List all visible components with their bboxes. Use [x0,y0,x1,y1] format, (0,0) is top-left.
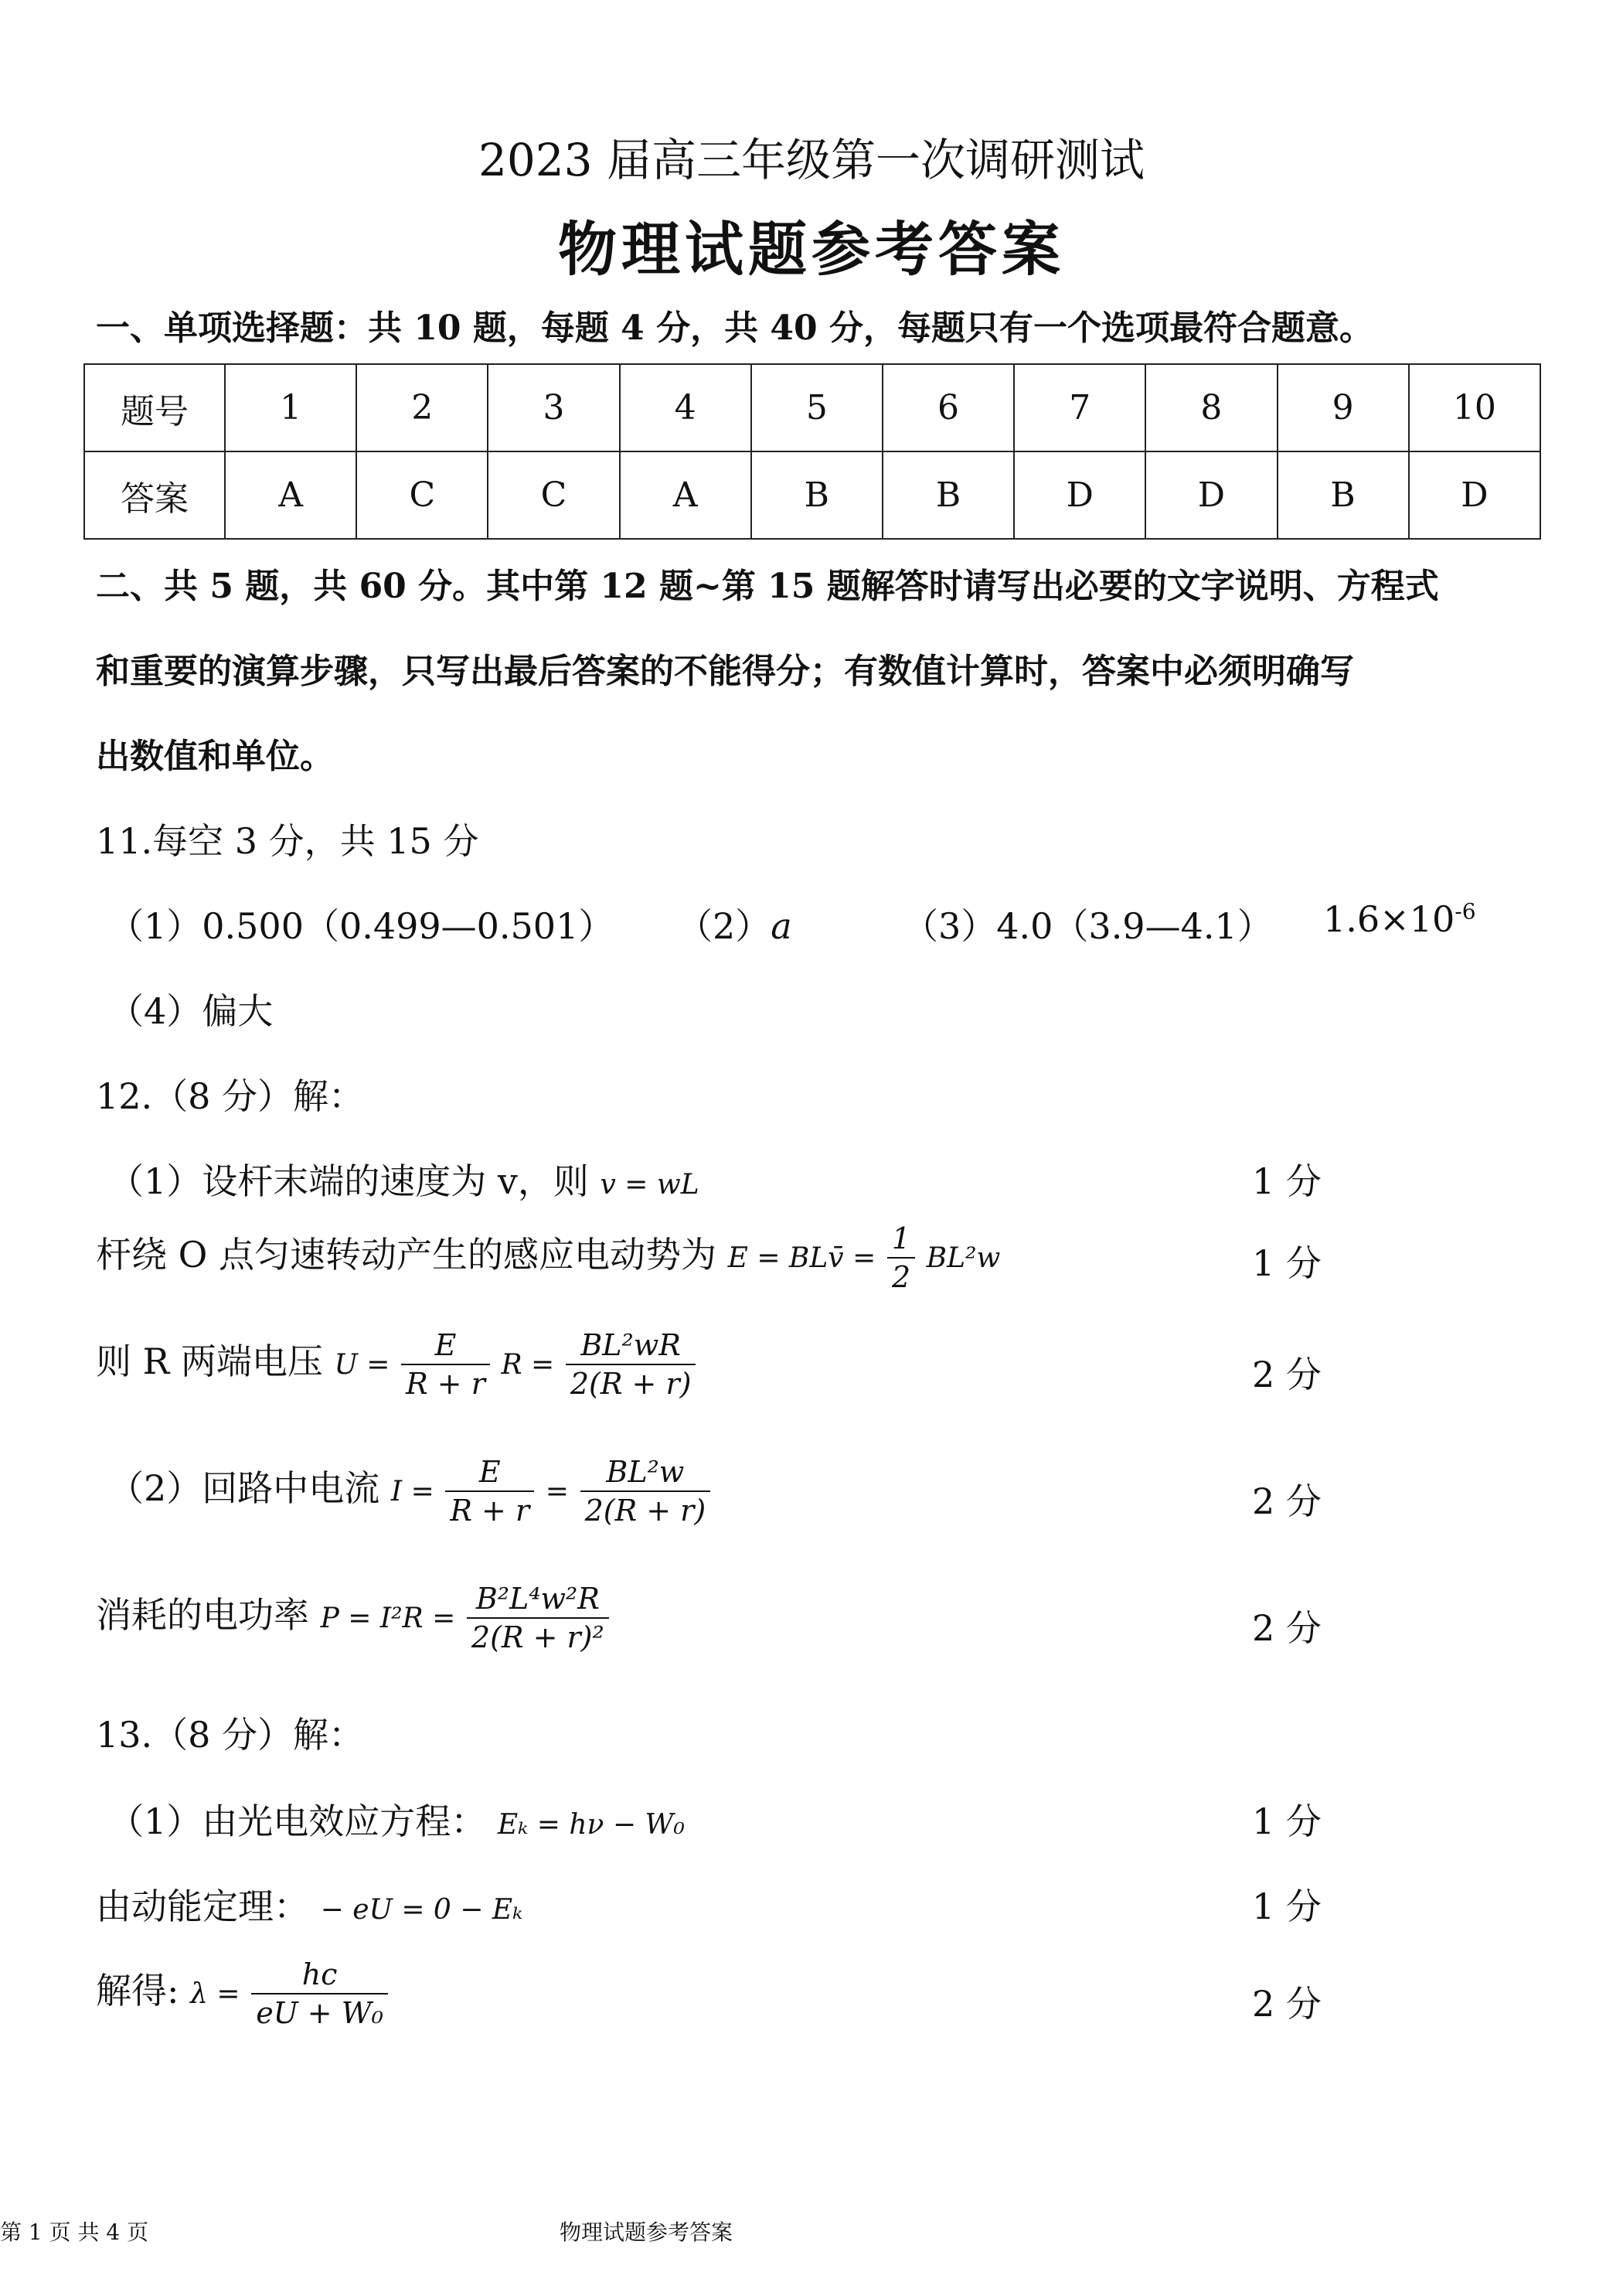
question-number: 4 [620,364,751,451]
answer-cell: D [1409,451,1540,539]
answer-cell: C [488,451,619,539]
section2-heading-line2: 和重要的演算步骤，只写出最后答案的不能得分；有数值计算时，答案中必须明确写 [96,652,1354,691]
q13-title: 13.（8 分）解： [96,1714,365,1756]
fraction-numerator: BL²w [580,1453,711,1492]
question-number: 8 [1145,364,1277,451]
q12-step-4-formula-a: I = [390,1476,434,1507]
answer-cell: A [620,451,751,539]
q13-step-2-formula: − eU = 0 − Eₖ [320,1894,523,1926]
q11-answer-3b-base: 1.6×10 [1323,898,1455,940]
q12-step-4-text: （2）回路中电流 [108,1467,380,1509]
q11-answer-3: （3）4.0（3.9—4.1） [903,905,1273,947]
question-number: 1 [225,364,356,451]
q11-answer-3b-exponent: -6 [1455,898,1476,925]
fraction-denominator: 2(R + r) [584,1494,706,1528]
answer-cell: D [1014,451,1145,539]
q12-step-2-score: 1 分 [1252,1242,1322,1284]
answer-cell: B [751,451,883,539]
fraction-numerator: B²L⁴w²R [467,1580,609,1619]
q13-step-2-text: 由动能定理： [96,1886,309,1927]
q11-answer-3b [1323,898,1476,940]
q12-step-3-fraction-2 [566,1327,696,1402]
q12-step-1-text: （1）设杆末端的速度为 v，则 [108,1160,589,1202]
q11-answer-2-var: a [771,905,792,947]
q13-step-2-score: 1 分 [1252,1886,1322,1927]
fraction-denominator: 2(R + r) [570,1367,692,1401]
fraction-numerator: BL²wR [566,1327,696,1365]
answer-cell: D [1145,451,1277,539]
q12-step-3-score: 2 分 [1252,1354,1322,1395]
answer-cell: B [883,451,1014,539]
fraction-numerator: hc [251,1956,388,1995]
q13-step-3-score: 2 分 [1252,1983,1322,2025]
answer-cell: C [356,451,488,539]
q12-step-3-fraction-1 [401,1327,490,1402]
answer-cell: A [225,451,356,539]
q11-title: 11.每空 3 分，共 15 分 [96,820,479,862]
q13-step-3-text: 解得: [96,1970,179,2012]
q12-step-3 [96,1327,696,1402]
fraction-denominator: 2 [891,1260,911,1294]
q13-step-1-score: 1 分 [1252,1800,1322,1842]
fraction-numerator: E [445,1453,534,1492]
q12-step-2 [96,1220,1000,1296]
q13-step-3 [96,1956,388,2032]
section2-heading-line3: 出数值和单位。 [96,737,334,776]
answer-key-title: 物理试题参考答案 [558,215,1065,284]
q13-step-3-formula-a: λ = [190,1978,240,2010]
q11-answer-2 [677,898,792,949]
question-number: 9 [1278,364,1409,451]
q12-title: 12.（8 分）解： [96,1075,365,1117]
q12-step-3-text: 则 R 两端电压 [96,1340,323,1382]
fraction-denominator: R + r [406,1367,485,1401]
exam-title: 2023 届高三年级第一次调研测试 [478,134,1145,186]
footer-page-number: 第 1 页 共 4 页 [0,2219,149,2245]
q12-step-2-fraction [887,1220,915,1296]
fraction-denominator: 2(R + r)² [471,1620,604,1654]
section1-heading: 一、单项选择题：共 10 题，每题 4 分，共 40 分，每题只有一个选项最符合题意。 [96,308,1373,348]
q13-step-1 [108,1794,685,1845]
q12-step-1-score: 1 分 [1252,1160,1322,1202]
fraction-denominator: eU + W₀ [256,1996,383,2030]
q12-step-3-formula-b: R = [501,1349,555,1381]
q12-step-4-fraction-1 [445,1453,534,1529]
q11-answer-1: （1）0.500（0.499—0.501） [108,905,614,947]
q13-step-2 [96,1879,522,1930]
q12-step-2-formula-a: E = BLv̄ = [727,1242,876,1274]
question-number: 10 [1409,364,1540,451]
q12-step-5-text: 消耗的电功率 [96,1594,309,1636]
q12-step-4-fraction-2 [580,1453,711,1529]
fraction-numerator: E [401,1327,490,1365]
fraction-denominator: R + r [450,1494,530,1528]
question-number: 3 [488,364,619,451]
q12-step-5 [96,1580,609,1656]
q13-step-3-fraction [251,1956,388,2032]
answer-table [83,363,1541,540]
q12-step-2-formula-b: BL²w [926,1242,1001,1274]
q12-step-4 [108,1453,710,1529]
row-label-number: 题号 [84,364,225,451]
q12-step-5-score: 2 分 [1252,1607,1322,1649]
q12-step-4-score: 2 分 [1252,1480,1322,1522]
question-number: 2 [356,364,488,451]
q12-step-1-formula: v = wL [600,1169,699,1201]
q12-step-1 [108,1153,699,1204]
q12-step-4-formula-b: = [545,1476,569,1507]
question-number: 6 [883,364,1014,451]
q11-answer-4: （4）偏大 [108,990,274,1032]
q12-step-5-fraction [467,1580,609,1656]
q12-step-3-formula-a: U = [334,1349,390,1381]
q13-step-1-formula: Eₖ = hν − W₀ [497,1809,685,1841]
question-number: 7 [1014,364,1145,451]
q13-step-1-text: （1）由光电效应方程： [108,1800,487,1842]
q12-step-5-formula-a: P = I²R = [320,1603,456,1634]
row-label-answer: 答案 [84,451,225,539]
footer-document-name: 物理试题参考答案 [560,2219,733,2245]
table-row [84,451,1540,539]
table-row [84,364,1540,451]
question-number: 5 [751,364,883,451]
q11-answer-2-prefix: （2） [677,905,771,947]
section2-heading-line1: 二、共 5 题，共 60 分。其中第 12 题~第 15 题解答时请写出必要的文字说明、方程式 [96,567,1439,606]
answer-cell: B [1278,451,1409,539]
q12-step-2-text: 杆绕 O 点匀速转动产生的感应电动势为 [96,1234,716,1276]
fraction-numerator: 1 [887,1220,915,1259]
